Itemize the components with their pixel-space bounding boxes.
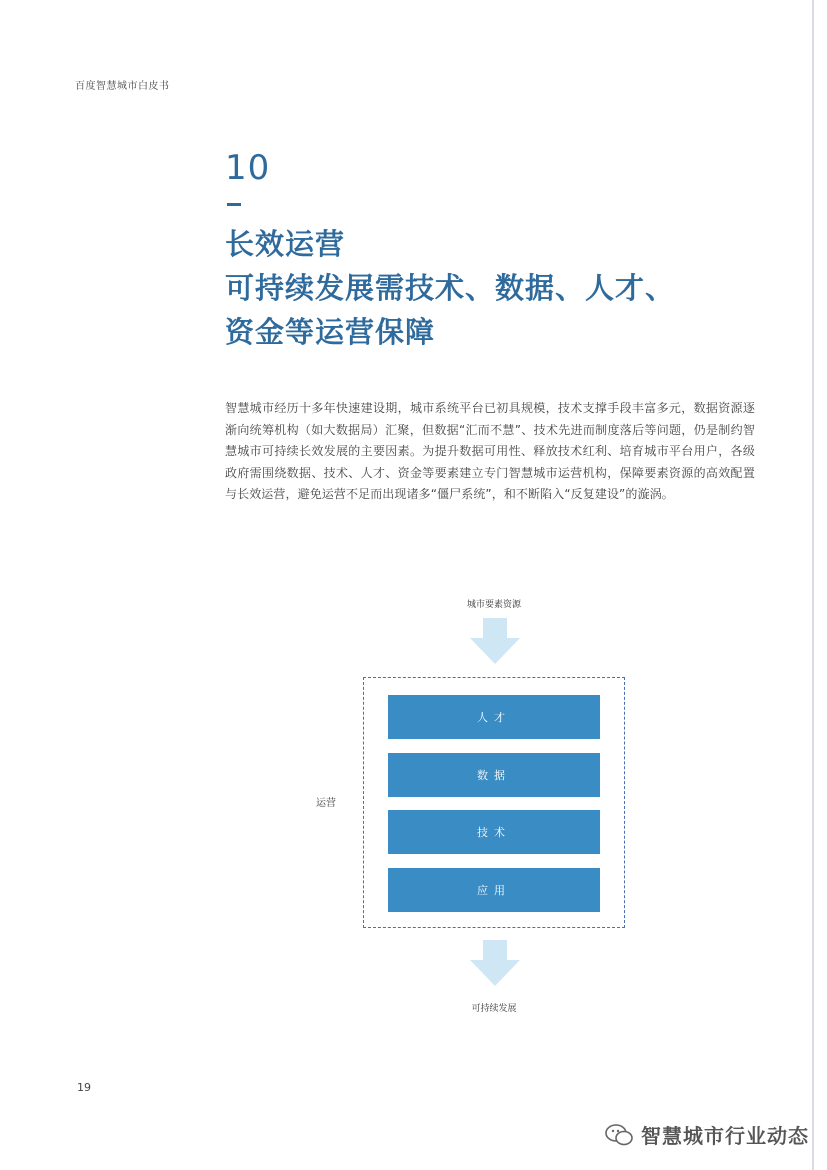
chapter-number: 10: [225, 148, 271, 188]
document-header: 百度智慧城市白皮书: [75, 81, 170, 92]
watermark-text: 智慧城市行业动态: [641, 1124, 809, 1148]
chapter-title-line: 资金等运营保障: [225, 315, 436, 349]
diagram-output-label: 可持续发展: [471, 1004, 517, 1014]
watermark: [605, 1120, 809, 1149]
down-arrow-icon: [470, 618, 520, 664]
chapter-divider: [227, 203, 241, 206]
page-edge-divider: [812, 0, 814, 1170]
down-arrow-icon: [470, 940, 520, 986]
operations-label: 运营: [316, 798, 336, 809]
chapter-title-line: 长效运营: [225, 227, 346, 261]
page-number: 19: [77, 1081, 91, 1094]
body-paragraph: 智慧城市经历十多年快速建设期，城市系统平台已初具规模，技术支撑手段丰富多元，数据资源逐渐向统筹机构（如大数据局）汇聚，但数据“汇而不慧”、技术先进而制度落后等问题，仍是制约智慧城市可持续长效发展的主要因素。为提升数据可用性、释放技术红利、培育城市平台用户，各级政府需围绕数据、技术、人才、资金等要素建立专门智慧城市运营机构，保障要素资源的高效配置与长效运营，避免运营不足而出现诸多“僵尸系统”，和不断陷入“反复建设”的漩涡。: [225, 401, 755, 501]
element-bar-talent: 人才: [388, 695, 600, 739]
element-bar-technology: 技术: [388, 810, 600, 854]
element-bar-data: 数据: [388, 753, 600, 797]
element-bar-application: 应用: [388, 868, 600, 912]
diagram-input-label: 城市要素资源: [466, 600, 521, 610]
chapter-title-line: 可持续发展需技术、数据、人才、: [225, 271, 676, 305]
wechat-icon: [605, 1123, 633, 1147]
chapter-title: [225, 222, 675, 354]
